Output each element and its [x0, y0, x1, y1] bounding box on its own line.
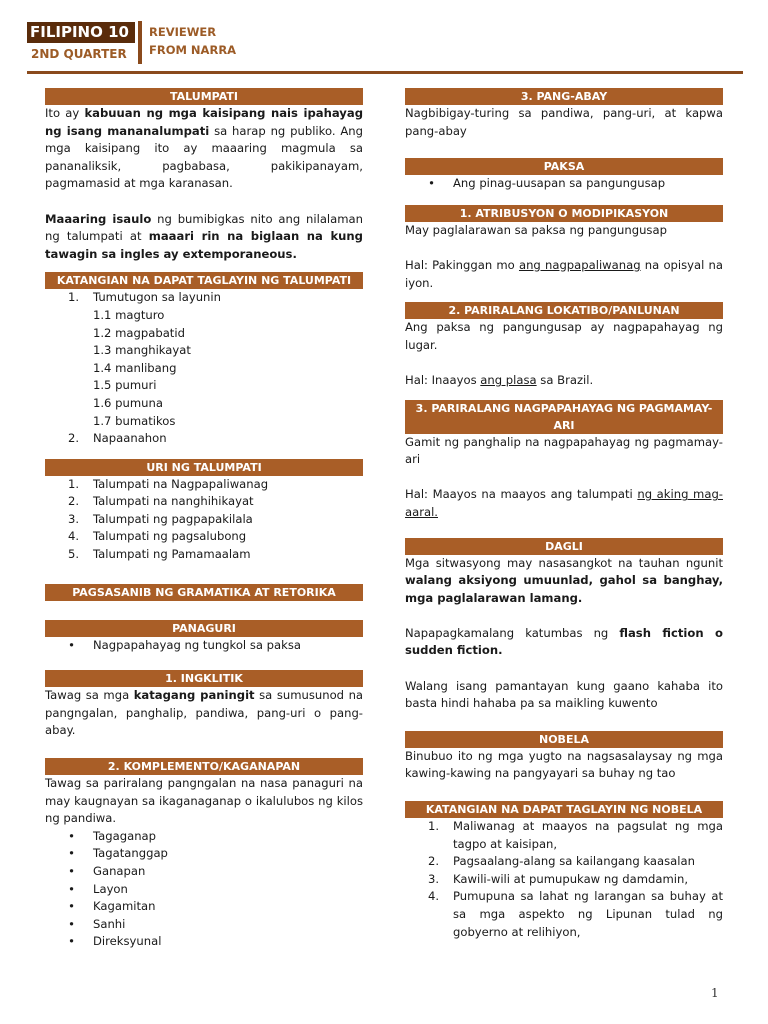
inklitik-definition: Tawag sa mga katagang paningit sa sumusunod na pangngalan, panghalip, pandiwa, pang-uri o pang-abay.: [45, 688, 364, 738]
list-item: 1.4 manlibang: [93, 360, 177, 375]
section-heading-inklitik: 1. INGKLITIK: [45, 670, 363, 687]
section-heading-pagsasanib: PAGSASANIB NG GRAMATIKA AT RETORIKA: [45, 584, 363, 601]
list-item: 1. Talumpati na Nagpapaliwanag: [67, 476, 269, 491]
header-divider: [138, 21, 142, 64]
dagli-length: Walang isang pamantayan kung gaano kahaba ito basta hindi hahaba pa sa maikling kuwento: [405, 678, 723, 711]
talumpati-delivery: Maaaring isaulo ng bumibigkas nito ang nilalaman ng talumpati at maaari rin na biglaan na kung tawagin sa ingles ay extemporaneous.: [45, 211, 363, 261]
list-item: 1. Maliwanag at maayos na pagsulat ng mga tagpo at kaisipan,: [427, 819, 723, 851]
header-subtitle: [149, 23, 236, 59]
talumpati-definition: Ito ay kabuuan ng mga kaisipang nais ipahayag ng isang mananalumpati sa harap ng publiko. Ang mga kaisipang ito ay maaaring magmula sa pananaliksik, pagbabasa, pakikipanayam, pagmamasid at mga karanasan.: [45, 106, 364, 191]
section-heading-panaguri: PANAGURI: [45, 620, 363, 637]
list-item: 1.1 magturo: [93, 307, 165, 322]
list-item: 1.6 pumuna: [93, 395, 163, 410]
atribusyon-definition: May paglalarawan sa paksa ng pangungusap: [405, 222, 667, 237]
list-item: 3. Kawili-wili at pumupukaw ng damdamin,: [427, 871, 688, 886]
list-item: • Tagaganap: [68, 828, 157, 843]
page-number: 1: [711, 986, 719, 1000]
section-heading-dagli: DAGLI: [405, 538, 723, 555]
section-heading-pangabay: 3. PANG-ABAY: [405, 88, 723, 105]
pangabay-definition: Nagbibigay-turing sa pandiwa, pang-uri, at kapwa pang-abay: [405, 106, 723, 138]
document-title: FILIPINO 10: [27, 22, 135, 43]
sub-list-layunin: [45, 307, 363, 430]
left-column: [45, 88, 363, 951]
dagli-definition: Mga sitwasyong may nasasangkot na tauhan ngunit walang aksiyong umuunlad, gahol sa banghay, mga paglalarawan lamang.: [405, 555, 723, 605]
list-item: 1.5 pumuri: [93, 378, 157, 393]
section-heading-nobela: NOBELA: [405, 731, 723, 748]
right-column: [405, 88, 723, 941]
list-item: 1.3 manghikayat: [93, 343, 191, 358]
list-item: 4. Talumpati ng pagsalubong: [67, 529, 247, 544]
section-heading-komplemento: 2. KOMPLEMENTO/KAGANAPAN: [45, 758, 363, 775]
section-heading-katangian-talumpati: KATANGIAN NA DAPAT TAGLAYIN NG TALUMPATI: [45, 272, 363, 289]
section-heading-katangian-nobela: KATANGIAN NA DAPAT TAGLAYIN NG NOBELA: [405, 801, 723, 818]
section-heading-talumpati: TALUMPATI: [45, 88, 363, 105]
list-item: 1.7 bumatikos: [93, 413, 176, 428]
list-item: • Nagpapahayag ng tungkol sa paksa: [68, 637, 301, 652]
section-heading-lokatibo: 2. PARIRALANG LOKATIBO/PANLUNAN: [405, 302, 723, 319]
list-item: • Ganapan: [68, 864, 146, 878]
list-item: 2. Pagsaalang-alang sa kailangang kaasalan: [427, 854, 695, 869]
section-heading-paksa: PAKSA: [405, 158, 723, 175]
list-item: • Sanhi: [68, 916, 126, 931]
list-item: 5. Talumpati ng Pamamaalam: [67, 547, 251, 562]
list-item: • Kagamitan: [68, 899, 156, 914]
dagli-comparison: Napapagkamalang katumbas ng flash fiction o sudden fiction.: [405, 625, 724, 658]
komplemento-list: [45, 828, 363, 951]
list-item: 1.2 magpabatid: [93, 325, 185, 340]
subtitle-line-source: FROM NARRA: [149, 43, 237, 57]
list-item: 2. Talumpati na nanghihikayat: [67, 494, 254, 509]
subtitle-line-reviewer: REVIEWER: [149, 25, 217, 39]
list-item: • Ang pinag-uusapan sa pangungusap: [428, 176, 666, 191]
heading-line: ARI: [553, 418, 575, 432]
header-rule: [27, 71, 743, 74]
heading-line: 3. PARIRALANG NAGPAPAHAYAG NG PAGMAMAY-: [415, 401, 713, 415]
list-item: 4. Pumupuna sa lahat ng larangan sa buhay at sa mga aspekto ng Lipunan tulad ng gobyerno at relihiyon,: [427, 889, 723, 939]
komplemento-definition: Tawag sa pariralang pangngalan na nasa panaguri na may kaugnayan sa ikaganaganap o ikalulubos ng kilos ng pandiwa.: [45, 776, 363, 826]
list-item: • Layon: [68, 881, 128, 896]
list-item: • Direksyunal: [68, 934, 162, 949]
section-heading-atribusyon: 1. ATRIBUSYON O MODIPIKASYON: [405, 205, 723, 222]
quarter-label: 2ND QUARTER: [31, 47, 127, 61]
katangian-nobela-list: [405, 818, 723, 941]
nobela-definition: Binubuo ito ng mga yugto na nagsasalaysay ng mga kawing-kawing na pangyayari sa buhay ng tao: [405, 748, 723, 781]
uri-list: [45, 476, 363, 564]
list-item: 2. Napaanahon: [67, 431, 167, 446]
section-heading-uri-talumpati: URI NG TALUMPATI: [45, 459, 363, 476]
list-item: 3. Talumpati ng pagpapakilala: [67, 511, 253, 526]
atribusyon-example: Hal: Pakinggan mo ang nagpapaliwanag na opisyal na iyon.: [405, 257, 724, 290]
pagmamayari-example: Hal: Maayos na maayos ang talumpati ng aking mag-aaral.: [405, 487, 723, 519]
list-item: 1. Tumutugon sa layunin: [67, 290, 221, 305]
lokatibo-example: Hal: Inaayos ang plasa sa Brazil.: [405, 372, 594, 387]
lokatibo-definition: Ang paksa ng pangungusap ay nagpapahayag ng lugar.: [405, 320, 723, 352]
pagmamayari-definition: Gamit ng panghalip na nagpapahayag ng pagmamay-ari: [405, 434, 723, 467]
section-heading-pagmamayari: [405, 400, 723, 434]
list-item: • Tagatanggap: [68, 846, 168, 861]
